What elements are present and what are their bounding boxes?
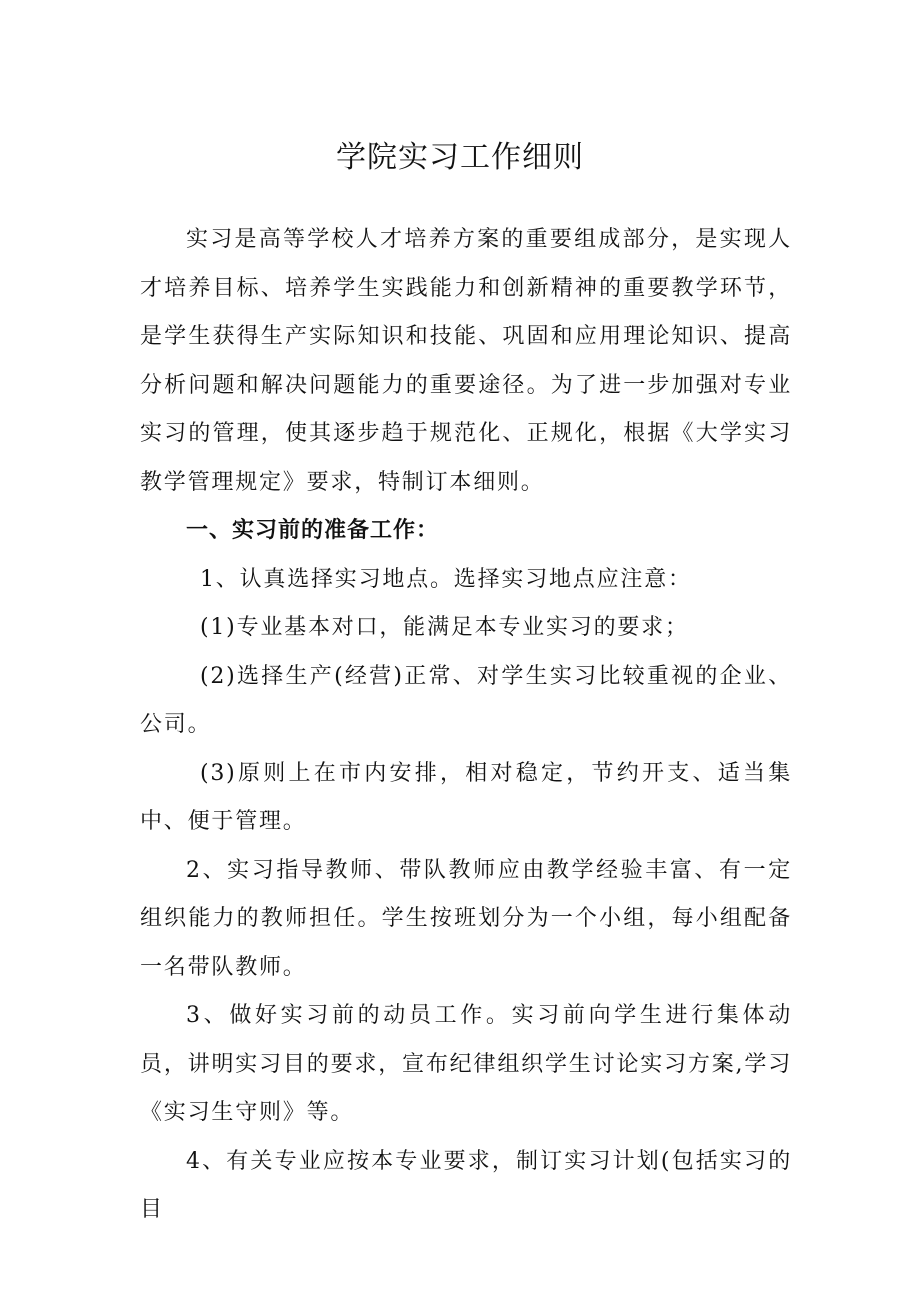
item-2-teachers: 2、实习指导教师、带队教师应由教学经验丰富、有一定组织能力的教师担任。学生按班划分为一个小组，每小组配备一名带队教师。: [140, 857, 792, 980]
item-1-sub-2: (2)选择生产(经营)正常、对学生实习比较重视的企业、公司。: [140, 663, 792, 737]
item-3-mobilization: 3、做好实习前的动员工作。实习前向学生进行集体动员，讲明实习目的要求，宣布纪律组织学生讨论实习方案,学习《实习生守则》等。: [140, 1003, 792, 1125]
document-title: 学院实习工作细则: [336, 140, 584, 175]
item-4-plan: 4、有关专业应按本专业要求，制订实习计划(包括实习的目: [140, 1148, 792, 1222]
item-1-site-selection: 1、认真选择实习地点。选择实习地点应注意：: [200, 566, 692, 592]
item-1-sub-3: (3)原则上在市内安排，相对稳定，节约开支、适当集中、便于管理。: [140, 760, 792, 834]
item-1-sub-1: (1)专业基本对口，能满足本专业实习的要求；: [200, 615, 689, 640]
section-heading-preparation: 一、实习前的准备工作：: [186, 518, 440, 543]
intro-paragraph: 实习是高等学校人才培养方案的重要组成部分，是实现人才培养目标、培养学生实践能力和创新精神的重要教学环节，是学生获得生产实际知识和技能、巩固和应用理论知识、提高分析问题和解决问题能力的重要途径。为了进一步加强对专业实习的管理，使其逐步趋于规范化、正规化，根据《大学实习教学管理规定》要求，特制订本细则。: [140, 227, 792, 495]
document-body: [140, 216, 792, 1235]
